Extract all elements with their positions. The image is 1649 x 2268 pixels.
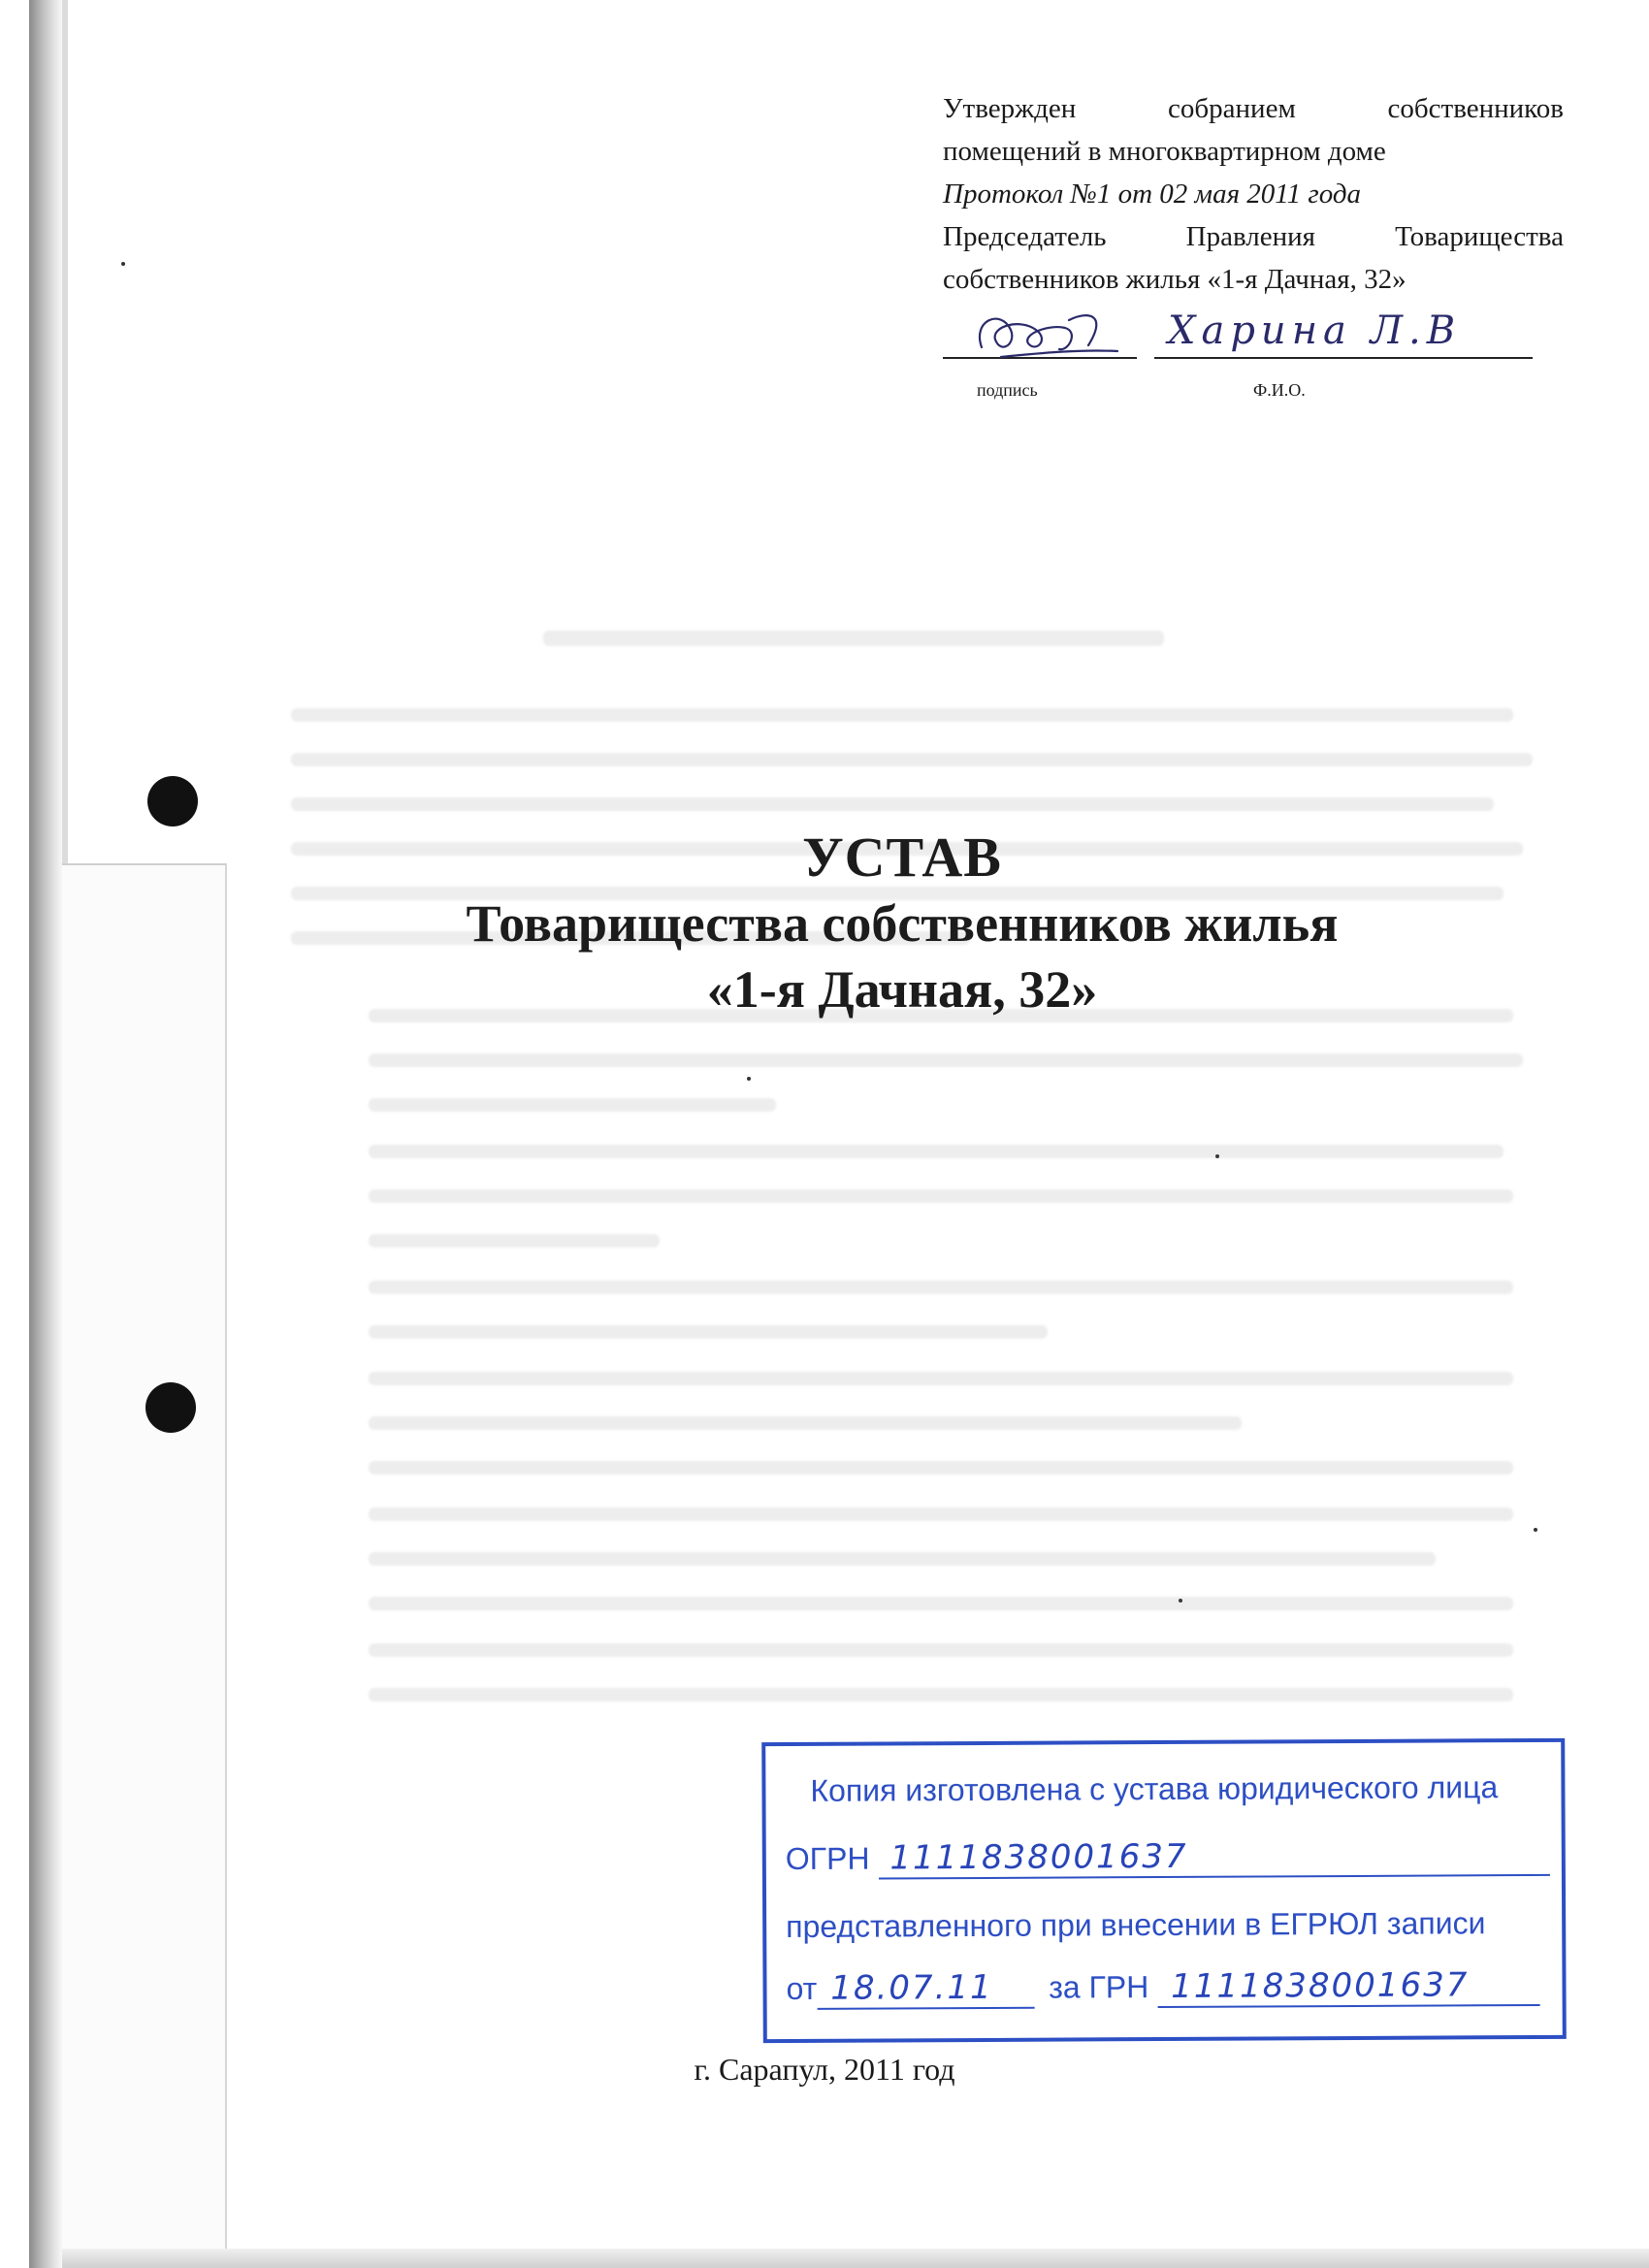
signature-row bbox=[943, 307, 1564, 400]
scan-speck bbox=[121, 262, 125, 266]
city-year: г. Сарапул, 2011 год bbox=[694, 2052, 955, 2087]
reverse-side-bleed-through bbox=[291, 601, 1552, 1779]
handwritten-name: Харина Л.В bbox=[1168, 308, 1462, 353]
approval-line-2: помещений в многоквартирном доме bbox=[943, 136, 1386, 167]
approval-block bbox=[943, 87, 1564, 400]
stamp-grn-value: 1111838001637 bbox=[1157, 1965, 1539, 2008]
underlying-paper-strip bbox=[62, 863, 227, 2252]
punch-hole-bottom bbox=[146, 1382, 196, 1433]
stamp-ogrn-value: 1111838001637 bbox=[878, 1835, 1549, 1880]
signature-caption: подпись bbox=[977, 380, 1038, 400]
stamp-line-3: представленного при внесении в ЕГРЮЛ записи bbox=[786, 1905, 1486, 1945]
name-caption: Ф.И.О. bbox=[1253, 380, 1306, 400]
title-line-1: УСТАВ bbox=[802, 826, 1002, 889]
stamp-from-label: от bbox=[786, 1970, 818, 2007]
punch-hole-top bbox=[147, 776, 198, 826]
approval-line-5: собственников жилья «1-я Дачная, 32» bbox=[943, 264, 1406, 295]
bleed-through-lines bbox=[291, 601, 1552, 1766]
stamp-date-row bbox=[786, 1965, 1539, 2010]
scan-binding-edge bbox=[29, 0, 62, 2268]
title-line-3: «1-я Дачная, 32» bbox=[706, 960, 1098, 1019]
title-line-2: Товарищества собственников жилья bbox=[466, 894, 1339, 953]
stamp-date-value: 18.07.11 bbox=[817, 1968, 1034, 2010]
stamp-ogrn-label: ОГРН bbox=[785, 1840, 870, 1877]
approval-line-4: Председатель Правления Товарищества bbox=[943, 221, 1564, 252]
scan-bottom-edge bbox=[62, 2249, 1649, 2268]
stamp-grn-label: за ГРН bbox=[1049, 1969, 1149, 2005]
approval-protocol: Протокол №1 от 02 мая 2011 года bbox=[943, 178, 1361, 210]
stamp-line-1: Копия изготовлена с устава юридического лица bbox=[810, 1769, 1499, 1808]
handwritten-signature bbox=[943, 301, 1544, 369]
certified-copy-stamp bbox=[761, 1738, 1567, 2043]
stamp-ogrn-row bbox=[786, 1835, 1550, 1880]
approval-line-1: Утвержден собранием собственников bbox=[943, 93, 1564, 124]
document-title bbox=[194, 825, 1610, 1022]
